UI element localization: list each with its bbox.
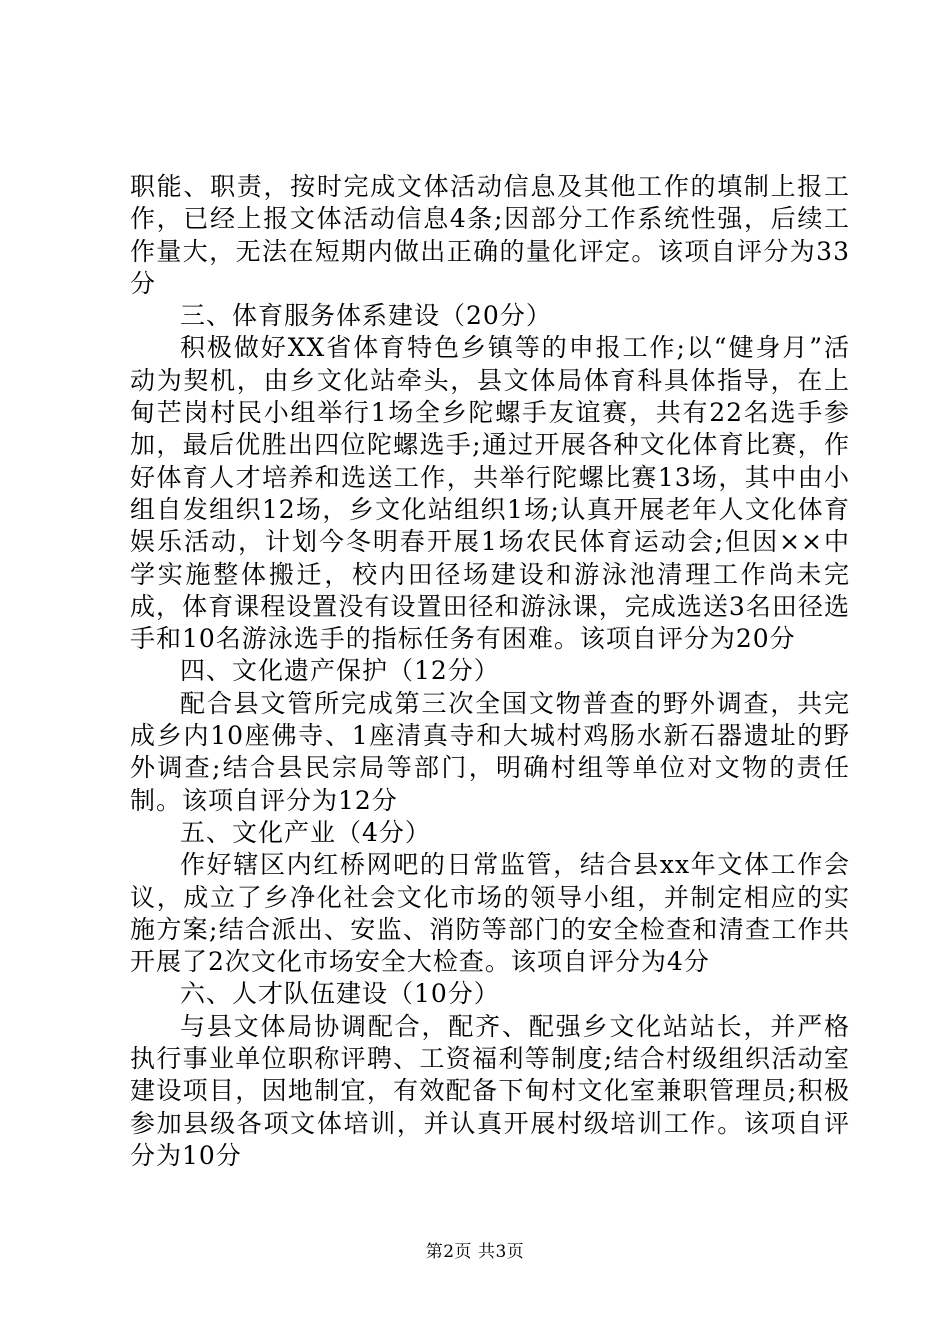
paragraph-cultural-heritage: 配合县文管所完成第三次全国文物普查的野外调查，共完成乡内10座佛寺、1座清真寺和大城村鸡肠水新石器遗址的野外调查;结合县民宗局等部门，明确村组等单位对文物的责任制。该项自评分为12分: [130, 688, 850, 815]
document-body: [130, 171, 850, 1172]
page-footer: [0, 1240, 950, 1264]
page-number: 第2页 共3页: [425, 1242, 525, 1262]
heading-sports-service-system: 三、体育服务体系建设（20分）: [180, 301, 552, 331]
paragraph-talent-team: 与县文体局协调配合，配齐、配强乡文化站站长，并严格执行事业单位职称评聘、工资福利等制度;结合村级组织活动室建设项目，因地制宜，有效配备下甸村文化室兼职管理员;积极参加县级各项文体培训，并认真开展村级培训工作。该项自评分为10分: [130, 1011, 850, 1170]
paragraph-sports-service-system: 积极做好XX省体育特色乡镇等的申报工作;以“健身月”活动为契机，由乡文化站牵头，县文体局体育科具体指导，在上甸芒岗村民小组举行1场全乡陀螺手友谊赛，共有22名选手参加，最后优胜出四位陀螺选手;通过开展各种文化体育比赛，作好体育人才培养和选送工作，共举行陀螺比赛13场，其中由小组自发组织12场，乡文化站组织1场;认真开展老年人文化体育娱乐活动，计划今冬明春开展1场农民体育运动会;但因××中学实施整体搬迁，校内田径场建设和游泳池清理工作尚未完成，体育课程设置没有设置田径和游泳课，完成选送3名田径选手和10名游泳选手的指标任务有困难。该项自评分为20分: [130, 333, 850, 654]
heading-talent-team: 六、人才队伍建设（10分）: [180, 979, 500, 1009]
paragraph-cultural-industry: 作好辖区内红桥网吧的日常监管，结合县xx年文体工作会议，成立了乡净化社会文化市场的领导小组，并制定相应的实施方案;结合派出、安监、消防等部门的安全检查和清查工作共开展了2次文化市场安全大检查。该项自评分为4分: [130, 850, 850, 977]
heading-cultural-industry: 五、文化产业（4分）: [180, 817, 431, 847]
paragraph-duties: 职能、职责，按时完成文体活动信息及其他工作的填制上报工作，已经上报文体活动信息4条;因部分工作系统性强，后续工作量大，无法在短期内做出正确的量化评定。该项自评分为33分: [130, 172, 850, 298]
heading-cultural-heritage: 四、文化遗产保护（12分）: [180, 656, 500, 686]
